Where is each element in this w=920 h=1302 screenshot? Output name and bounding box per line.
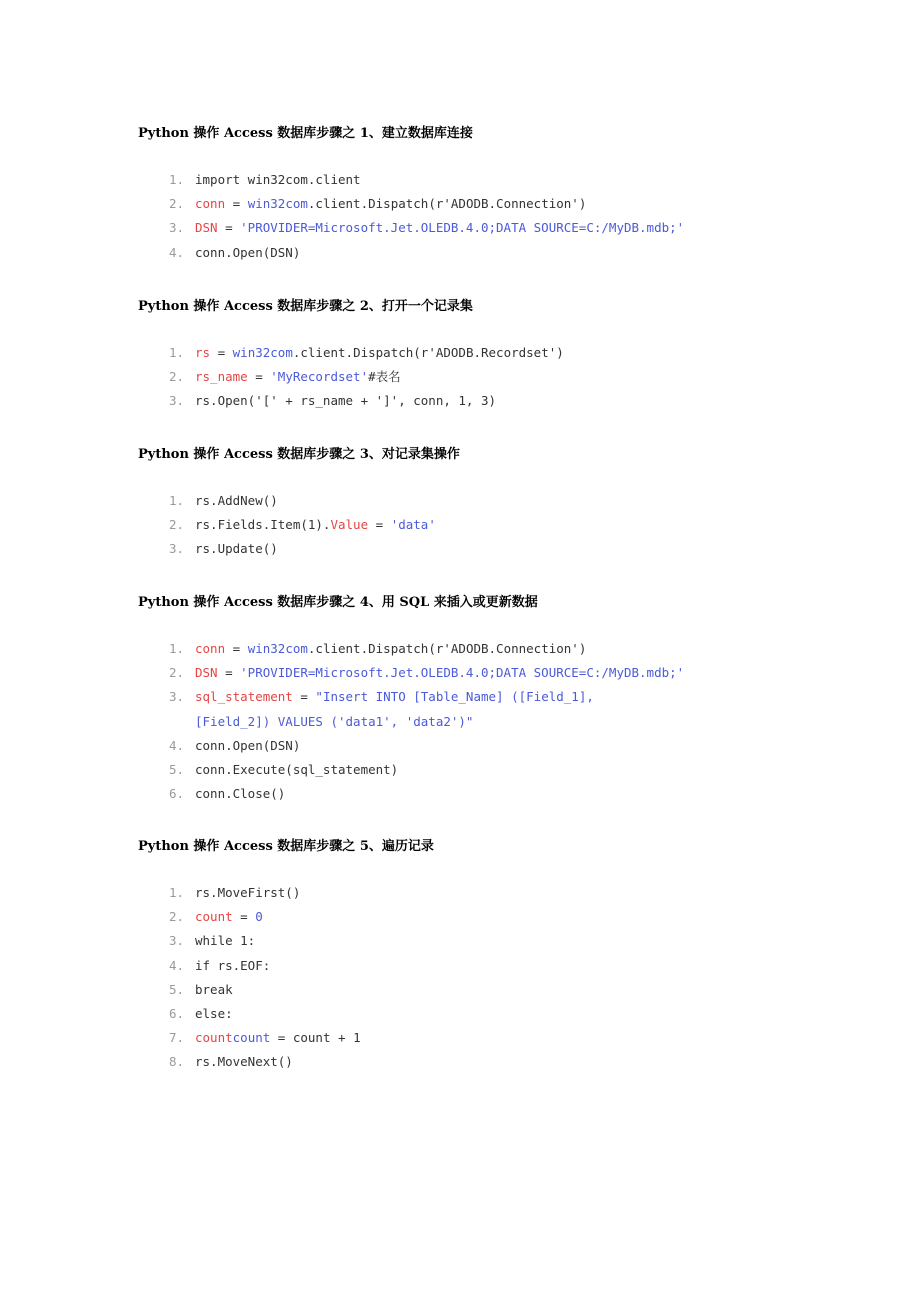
section-heading: Python 操作 Access 数据库步骤之 1、建立数据库连接 — [138, 126, 473, 141]
code-token: sql_statement — [195, 689, 293, 705]
code-token: = — [225, 641, 248, 656]
code-token: rs.Open('[' + rs_name + ']', conn, 1, 3) — [195, 393, 497, 409]
line-number: 3. — [168, 689, 184, 705]
code-token: else: — [195, 1005, 233, 1021]
line-number: 1. — [168, 172, 184, 187]
code-token: conn — [195, 641, 226, 656]
code-text — [195, 241, 300, 265]
code-token: count — [232, 1030, 271, 1046]
code-token: 'data' — [390, 517, 436, 533]
code-token: count — [195, 1030, 233, 1046]
code-text — [195, 661, 684, 685]
code-token: = count + 1 — [270, 1030, 361, 1046]
line-number: 7. — [168, 1030, 184, 1046]
section-heading: Python 操作 Access 数据库步骤之 2、打开一个记录集 — [138, 299, 473, 314]
code-text — [195, 758, 398, 782]
code-text — [195, 216, 684, 240]
code-text — [195, 168, 361, 192]
line-number: 2. — [168, 517, 184, 533]
code-token: rs.MoveFirst() — [195, 885, 301, 900]
line-number: 1. — [168, 885, 184, 900]
code-token: while 1: — [195, 933, 256, 949]
code-token: count — [195, 909, 233, 925]
code-token: = — [368, 517, 391, 533]
code-token: = — [292, 689, 316, 705]
line-number: 2. — [168, 369, 184, 385]
code-text — [195, 365, 401, 389]
code-token: rs.MoveNext() — [195, 1054, 293, 1070]
code-token: 'MyRecordset' — [270, 369, 369, 385]
line-number: 5. — [168, 761, 184, 777]
code-token: win32com — [247, 641, 308, 656]
line-number: 3. — [168, 933, 184, 949]
code-token: rs.AddNew() — [195, 493, 278, 508]
code-text — [195, 782, 285, 806]
code-text — [195, 881, 300, 905]
code-token: if rs.EOF: — [195, 957, 271, 973]
code-token: "Insert INTO [Table_Name] ([Field_1], — [315, 689, 594, 705]
code-token: = — [247, 369, 271, 385]
line-number: 1. — [168, 345, 184, 360]
line-number: 4. — [168, 737, 184, 753]
line-number: 1. — [168, 493, 184, 508]
line-number: 6. — [168, 786, 184, 802]
code-token: = — [225, 196, 248, 212]
code-token: 'PROVIDER=Microsoft.Jet.OLEDB.4.0;DATA SOURCE=C:/MyDB.mdb;' — [240, 665, 685, 681]
code-text — [195, 929, 255, 953]
code-token: conn.Close() — [195, 786, 286, 802]
line-number: 3. — [168, 393, 184, 409]
code-token: .client.Dispatch(r'ADODB.Connection') — [307, 641, 587, 656]
code-text — [195, 734, 300, 758]
line-number: 2. — [168, 196, 184, 212]
code-text — [195, 513, 436, 537]
line-number: 8. — [168, 1054, 184, 1070]
code-token: #表名 — [368, 369, 401, 385]
line-number: 3. — [168, 220, 184, 236]
code-token: break — [195, 981, 233, 997]
code-token: rs.Update() — [195, 541, 278, 557]
code-text — [195, 192, 586, 216]
code-text — [195, 537, 278, 561]
code-text — [195, 905, 263, 929]
line-number: 4. — [168, 957, 184, 973]
code-token: rs — [195, 345, 211, 360]
code-text — [195, 685, 594, 709]
code-token: = — [232, 909, 256, 925]
code-token: rs.Fields.Item(1). — [195, 517, 331, 533]
line-number: 2. — [168, 909, 184, 925]
code-token: rs_name — [195, 369, 248, 385]
section-heading: Python 操作 Access 数据库步骤之 4、用 SQL 来插入或更新数据 — [138, 595, 538, 610]
code-text — [195, 389, 496, 413]
code-token: conn.Open(DSN) — [195, 244, 301, 260]
line-number: 6. — [168, 1005, 184, 1021]
code-token: DSN — [195, 665, 218, 681]
code-text — [195, 978, 233, 1002]
code-token: 0 — [255, 909, 263, 925]
code-text — [195, 489, 278, 513]
section-heading: Python 操作 Access 数据库步骤之 5、遍历记录 — [138, 839, 434, 854]
code-token: Value — [330, 517, 369, 533]
code-text — [195, 1050, 293, 1074]
line-number: 1. — [168, 641, 184, 656]
section-heading: Python 操作 Access 数据库步骤之 3、对记录集操作 — [138, 447, 460, 462]
code-token: win32com — [247, 196, 308, 212]
code-text — [195, 954, 270, 978]
code-token: conn.Execute(sql_statement) — [195, 761, 399, 777]
code-token: conn — [195, 196, 226, 212]
code-text — [195, 710, 473, 734]
code-token: DSN — [195, 220, 218, 236]
code-token: = — [217, 665, 241, 681]
code-token: win32com — [232, 345, 293, 360]
code-token: 'PROVIDER=Microsoft.Jet.OLEDB.4.0;DATA SOURCE=C:/MyDB.mdb;' — [240, 220, 685, 236]
code-text — [195, 1002, 233, 1026]
code-token: .client.Dispatch(r'ADODB.Recordset') — [292, 345, 564, 360]
line-number: 2. — [168, 665, 184, 681]
line-number: 3. — [168, 541, 184, 557]
code-text — [195, 341, 564, 365]
line-number: 4. — [168, 244, 184, 260]
code-text — [195, 637, 586, 661]
code-token: .client.Dispatch(r'ADODB.Connection') — [307, 196, 587, 212]
code-token: = — [217, 220, 241, 236]
code-token: import win32com.client — [195, 172, 361, 187]
code-token: conn.Open(DSN) — [195, 737, 301, 753]
code-token: [Field_2]) VALUES ('data1', 'data2')" — [195, 713, 474, 729]
line-number: 5. — [168, 981, 184, 997]
code-text — [195, 1026, 361, 1050]
code-token: = — [210, 345, 233, 360]
